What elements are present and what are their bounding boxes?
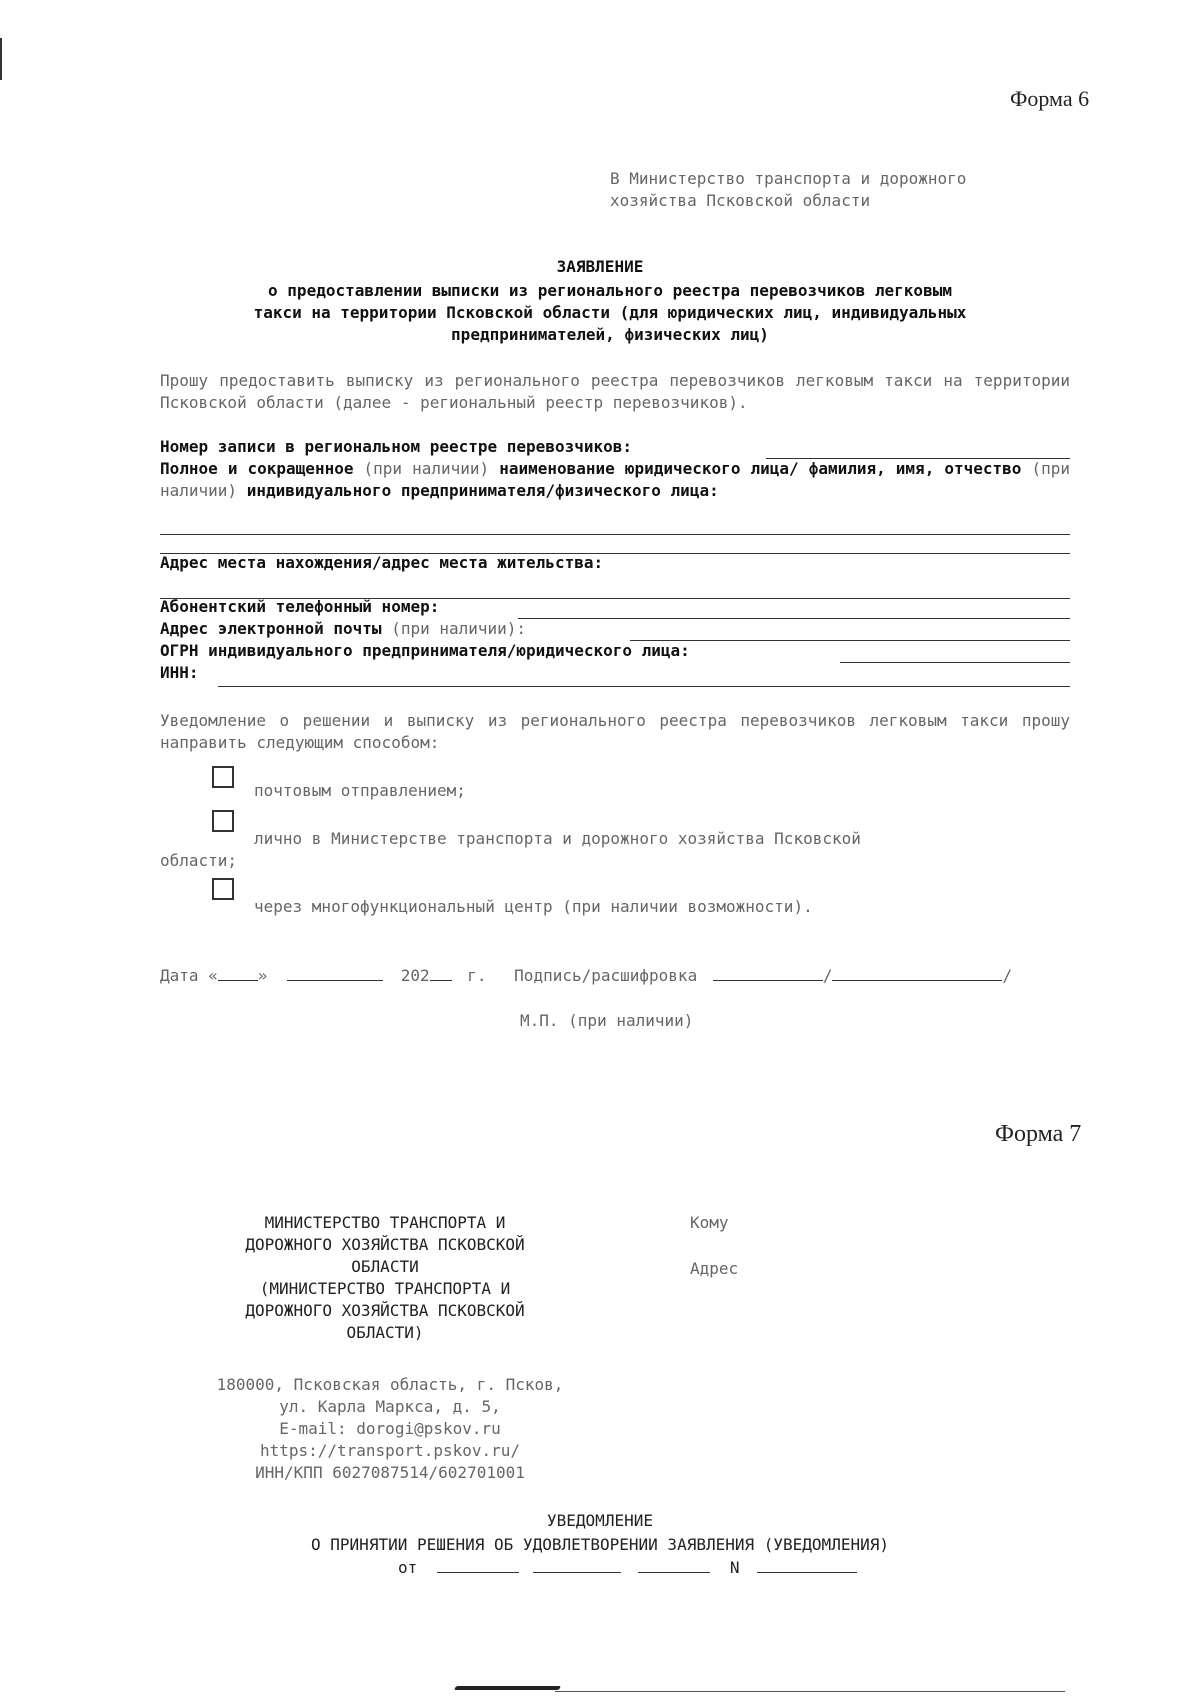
ministry-line: МИНИСТЕРСТВО ТРАНСПОРТА И bbox=[264, 1213, 506, 1232]
form6-addressee bbox=[610, 168, 966, 212]
ogrn-label: ОГРН индивидуального предпринимателя/юридического лица: bbox=[160, 641, 690, 660]
form7-subtitle: О ПРИНЯТИИ РЕШЕНИЯ ОБ УДОВЛЕТВОРЕНИИ ЗАЯВЛЕНИЯ (УВЕДОМЛЕНИЯ) bbox=[311, 1535, 889, 1554]
form7-date-field-2[interactable] bbox=[533, 1556, 621, 1573]
option-post-checkbox[interactable] bbox=[212, 766, 234, 788]
address-label: Адрес места нахождения/адрес места жительства: bbox=[160, 553, 604, 572]
ministry-contacts bbox=[170, 1374, 610, 1484]
scan-artifact-stroke bbox=[454, 1686, 561, 1690]
email-label-row bbox=[160, 618, 526, 640]
signature-label: Подпись/расшифровка bbox=[514, 966, 698, 985]
signature-decode-field[interactable] bbox=[832, 964, 1002, 981]
ogrn-field[interactable] bbox=[840, 662, 1070, 663]
option-in-person-label: лично в Министерстве транспорта и дорожного хозяйства Псковской bbox=[254, 829, 861, 848]
date-year: 202 bbox=[400, 966, 430, 985]
form7-date-number-row bbox=[398, 1556, 857, 1579]
subtitle-line: такси на территории Псковской области (для юридических лиц, индивидуальных bbox=[253, 303, 967, 322]
record-number-label: Номер записи в региональном реестре перевозчиков: bbox=[160, 437, 633, 456]
date-signature-row bbox=[160, 964, 1012, 987]
option-mfc-checkbox[interactable] bbox=[212, 878, 234, 900]
inn-label: ИНН: bbox=[160, 663, 199, 682]
scan-artifact-line bbox=[555, 1691, 1065, 1692]
date-g: г. bbox=[467, 966, 487, 985]
ministry-line: ОБЛАСТИ) bbox=[346, 1323, 424, 1342]
contact-line: https://transport.pskov.ru/ bbox=[259, 1441, 521, 1460]
form7-number-field[interactable] bbox=[757, 1556, 857, 1573]
name-label-part2: наименование юридического лица/ фамилия, имя, отчество bbox=[499, 459, 1022, 478]
name-field[interactable] bbox=[160, 534, 1070, 535]
addressee-line: хозяйства Псковской области bbox=[610, 191, 871, 210]
addressee-line: В Министерство транспорта и дорожного bbox=[610, 169, 967, 188]
to-label: Кому bbox=[690, 1213, 729, 1232]
name-label-note1: (при наличии) bbox=[363, 459, 490, 478]
ministry-line: ДОРОЖНОГО ХОЗЯЙСТВА ПСКОВСКОЙ bbox=[245, 1301, 525, 1320]
email-field[interactable] bbox=[630, 640, 1070, 641]
option-mfc-label: через многофункциональный центр (при наличии возможности). bbox=[254, 897, 813, 916]
phone-label: Абонентский телефонный номер: bbox=[160, 597, 440, 616]
form7-date-field-3[interactable] bbox=[638, 1556, 710, 1573]
contact-line: ИНН/КПП 6027087514/602701001 bbox=[255, 1463, 525, 1482]
form6-subtitle bbox=[150, 280, 1070, 346]
form7-date-field-1[interactable] bbox=[437, 1556, 519, 1573]
ministry-line: ОБЛАСТИ bbox=[351, 1257, 419, 1276]
name-label-part1: Полное и сокращенное bbox=[160, 459, 354, 478]
form7-label: Форма 7 bbox=[995, 1121, 1082, 1147]
signature-field[interactable] bbox=[713, 964, 823, 981]
scan-edge-mark bbox=[0, 38, 2, 80]
form6-intro: Прошу предоставить выписку из регионального реестра перевозчиков легковым такси на территории Псковской области (далее - региональный реестр перевозчиков). bbox=[160, 371, 1070, 412]
email-label: Адрес электронной почты bbox=[160, 619, 382, 638]
signature-slash: / bbox=[822, 966, 833, 985]
inn-field[interactable] bbox=[218, 686, 1070, 687]
ministry-line: (МИНИСТЕРСТВО ТРАНСПОРТА И bbox=[259, 1279, 511, 1298]
ministry-name bbox=[190, 1212, 580, 1344]
date-month-field[interactable] bbox=[287, 964, 383, 981]
stamp-label: М.П. (при наличии) bbox=[520, 1011, 694, 1030]
option-in-person-checkbox[interactable] bbox=[212, 810, 234, 832]
phone-field[interactable] bbox=[518, 618, 1070, 619]
date-day-field[interactable] bbox=[218, 964, 258, 981]
subtitle-line: предпринимателей, физических лиц) bbox=[451, 325, 769, 344]
date-prefix: Дата « bbox=[160, 966, 218, 985]
form7-from-label: от bbox=[398, 1558, 418, 1577]
form7-title: УВЕДОМЛЕНИЕ bbox=[547, 1511, 653, 1530]
name-label bbox=[160, 458, 1070, 502]
signature-slash-end: / bbox=[1002, 966, 1013, 985]
form7-number-label: N bbox=[729, 1558, 740, 1577]
option-in-person-continuation: области; bbox=[160, 851, 238, 870]
subtitle-line: о предоставлении выписки из регионального реестра перевозчиков легковым bbox=[268, 281, 952, 300]
email-note: (при наличии): bbox=[391, 619, 527, 638]
contact-line: E-mail: dorogi@pskov.ru bbox=[279, 1419, 501, 1438]
option-post-label: почтовым отправлением; bbox=[254, 781, 466, 800]
date-quote: » bbox=[257, 966, 268, 985]
name-label-part3: индивидуального предпринимателя/физического лица: bbox=[246, 481, 719, 500]
notification-text: Уведомление о решении и выписку из регионального реестра перевозчиков легковым такси прошу направить следующим способом: bbox=[160, 711, 1070, 752]
date-year-field[interactable] bbox=[430, 964, 452, 981]
ministry-line: ДОРОЖНОГО ХОЗЯЙСТВА ПСКОВСКОЙ bbox=[245, 1235, 525, 1254]
name-label-note2: (при наличии) bbox=[160, 459, 1071, 500]
form6-title: ЗАЯВЛЕНИЕ bbox=[556, 257, 644, 276]
contact-line: ул. Карла Маркса, д. 5, bbox=[279, 1397, 501, 1416]
form6-label: Форма 6 bbox=[1010, 86, 1090, 111]
recipient-address-label: Адрес bbox=[690, 1259, 739, 1278]
contact-line: 180000, Псковская область, г. Псков, bbox=[216, 1375, 564, 1394]
